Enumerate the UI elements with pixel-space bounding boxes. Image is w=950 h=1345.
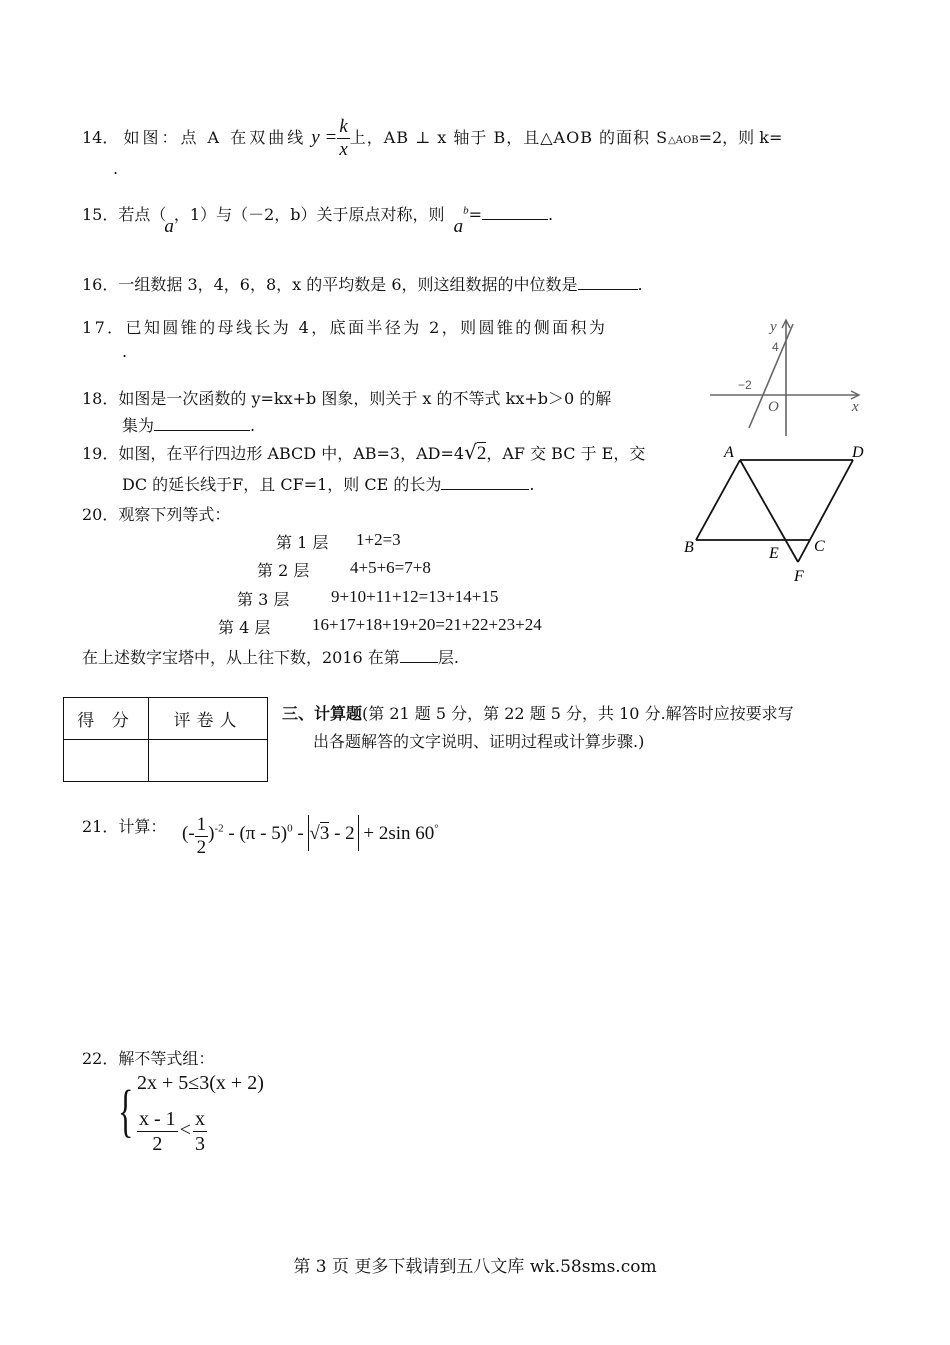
question-20-ask (82, 645, 459, 668)
q21-close: ) (208, 823, 215, 844)
linear-function-graph (706, 316, 866, 440)
origin-label: O (768, 399, 779, 415)
tower-row-3-eq: 9+10+11+12=13+14+15 (331, 587, 499, 606)
q19-text-line2: DC 的延长线于F，且 CF=1，则 CE 的长为 (122, 475, 442, 494)
q22-frac-right-num: x (194, 1108, 205, 1130)
q14-y: y = (311, 127, 338, 148)
y-axis-label: y (770, 319, 777, 335)
q19-sqrt-arg: 2 (476, 443, 487, 464)
section-3-title: 计算题 (314, 704, 363, 723)
q14-text-after: 上，AB ⊥ x 轴于 B，且△AOB 的面积 S (349, 128, 669, 147)
q21-half (195, 814, 209, 859)
q17-dot: . (122, 342, 128, 361)
q21-sin-term: + 2sin 60 (363, 823, 435, 844)
q15-base: a (453, 216, 464, 237)
side-ab (696, 460, 740, 540)
abs-right-bar (358, 815, 359, 851)
sqrt-symbol: √ (464, 440, 477, 464)
q21-pi-term: - (π - 5) (228, 823, 288, 844)
section-3-heading (282, 701, 794, 724)
question-14 (82, 116, 782, 161)
q22-inequality-1: 2x + 5≤3(x + 2) (137, 1072, 264, 1094)
q21-half-den: 2 (196, 837, 207, 858)
tower-row-2-eq: 4+5+6=7+8 (350, 558, 431, 577)
tower-row-3-label: 第 3 层 (237, 590, 290, 609)
page-footer: 第 3 页 更多下载请到五八文库 wk.58sms.com (293, 1257, 657, 1277)
question-16 (82, 272, 643, 295)
q14-fraction (337, 116, 349, 161)
question-15 (82, 202, 554, 237)
q19-text-a: 19．如图，在平行四边形 ABCD 中，AB=3，AD=4 (82, 444, 465, 463)
question-21 (82, 814, 166, 837)
q16-answer-blank (578, 274, 638, 290)
tower-row-4-label: 第 4 层 (218, 618, 271, 637)
question-18-line1: 18．如图是一次函数的 y=kx+b 图象，则关于 x 的不等式 kx+b＞0 的解 (82, 389, 612, 408)
score-header: 得 分 (64, 698, 149, 740)
q15-answer-blank (482, 204, 548, 220)
q21-half-num: 1 (196, 814, 207, 835)
q15-number: 15． (82, 205, 119, 224)
q15-exp: b (463, 204, 469, 217)
q15-var-a: a (164, 216, 174, 237)
q21-exp-zero: 0 (287, 822, 293, 835)
q15-end: . (548, 205, 554, 224)
q19-end: . (529, 475, 535, 494)
q22-frac-left-num: x - 1 (139, 1108, 176, 1130)
y-intercept-label: 4 (772, 340, 779, 354)
parallelogram-figure (680, 440, 900, 588)
vertex-c: C (814, 538, 825, 555)
point-f: F (794, 568, 804, 585)
q22-frac-right (193, 1107, 207, 1156)
question-22: 22．解不等式组： (82, 1049, 215, 1068)
tower-row-1-eq: 1+2=3 (356, 530, 401, 549)
q22-frac-left-den: 2 (152, 1133, 163, 1155)
q21-sqrt3: 3 (319, 823, 330, 844)
grader-header: 评卷人 (149, 698, 268, 740)
x-axis-label: x (852, 399, 859, 415)
section-3-desc2: 出各题解答的文字说明、证明过程或计算步骤.) (313, 732, 645, 751)
point-e: E (769, 545, 779, 562)
q20-ask-b: 层. (437, 648, 459, 667)
q14-frac-num: k (339, 116, 348, 137)
question-19-line2 (122, 472, 534, 495)
tower-row-1-label: 第 1 层 (276, 533, 329, 552)
q14-dot: . (113, 159, 119, 178)
q14-number: 14． (82, 128, 119, 147)
q22-inequality-2 (137, 1107, 207, 1156)
section-3-number: 三、 (282, 704, 315, 723)
q19-answer-blank (441, 474, 529, 490)
system-brace: { (118, 1078, 134, 1143)
q21-open: (- (182, 823, 195, 844)
q21-sqrt-symbol: √ (309, 823, 320, 844)
q20-ask-a: 在上述数字宝塔中，从上往下数，2016 在第 (82, 648, 400, 667)
side-dc-extended (798, 460, 853, 562)
q15-eq: = (468, 205, 482, 224)
question-17: 17．已知圆锥的母线长为 4，底面半径为 2，则圆锥的侧面积为 (82, 318, 608, 337)
question-20-title: 20．观察下列等式： (82, 505, 231, 524)
q16-text: 16．一组数据 3，4，6，8，x 的平均数是 6，则这组数据的中位数是 (82, 275, 578, 294)
question-18-line2 (122, 413, 255, 436)
q21-degree: ° (434, 822, 439, 835)
vertex-a: A (724, 444, 734, 461)
score-cell[interactable] (64, 740, 149, 782)
vertex-d: D (852, 444, 864, 461)
q15-text-b: ，1）与（－2，b）关于原点对称，则 (173, 205, 445, 224)
q16-end: . (637, 275, 643, 294)
q20-answer-blank (400, 647, 438, 663)
q18-answer-blank (154, 415, 250, 431)
q14-subscript: △AOB (668, 135, 699, 146)
q18-end: . (250, 416, 256, 435)
q15-text-a: 若点（ (118, 205, 167, 224)
q14-text: 如图：点 A 在双曲线 (123, 128, 307, 147)
tower-row-4-eq: 16+17+18+19+20=21+22+23+24 (312, 615, 542, 634)
x-intercept-label: −2 (738, 378, 752, 392)
tower-row-2-label: 第 2 层 (257, 561, 310, 580)
q18-text: 集为 (122, 416, 155, 435)
q19-text-b: ，AF 交 BC 于 E，交 (486, 444, 646, 463)
section-3-desc1: (第 21 题 5 分，第 22 题 5 分，共 10 分.解答时应按要求写 (362, 704, 794, 723)
q21-minus: - (297, 823, 304, 844)
q21-minus-two: - 2 (334, 823, 355, 844)
q21-label: 21．计算： (82, 817, 167, 836)
q21-expression (182, 814, 439, 859)
q22-frac-left (137, 1107, 178, 1156)
q14-frac-den: x (339, 139, 348, 160)
question-19-line1 (82, 440, 645, 465)
q21-exp-neg2: -2 (214, 822, 224, 835)
grader-cell[interactable] (149, 740, 268, 782)
q22-frac-right-den: 3 (194, 1133, 205, 1155)
score-table (63, 697, 268, 782)
q22-less-than: < (179, 1119, 191, 1142)
vertex-b: B (684, 539, 694, 556)
q14-text-end: =2，则 k= (698, 128, 783, 147)
